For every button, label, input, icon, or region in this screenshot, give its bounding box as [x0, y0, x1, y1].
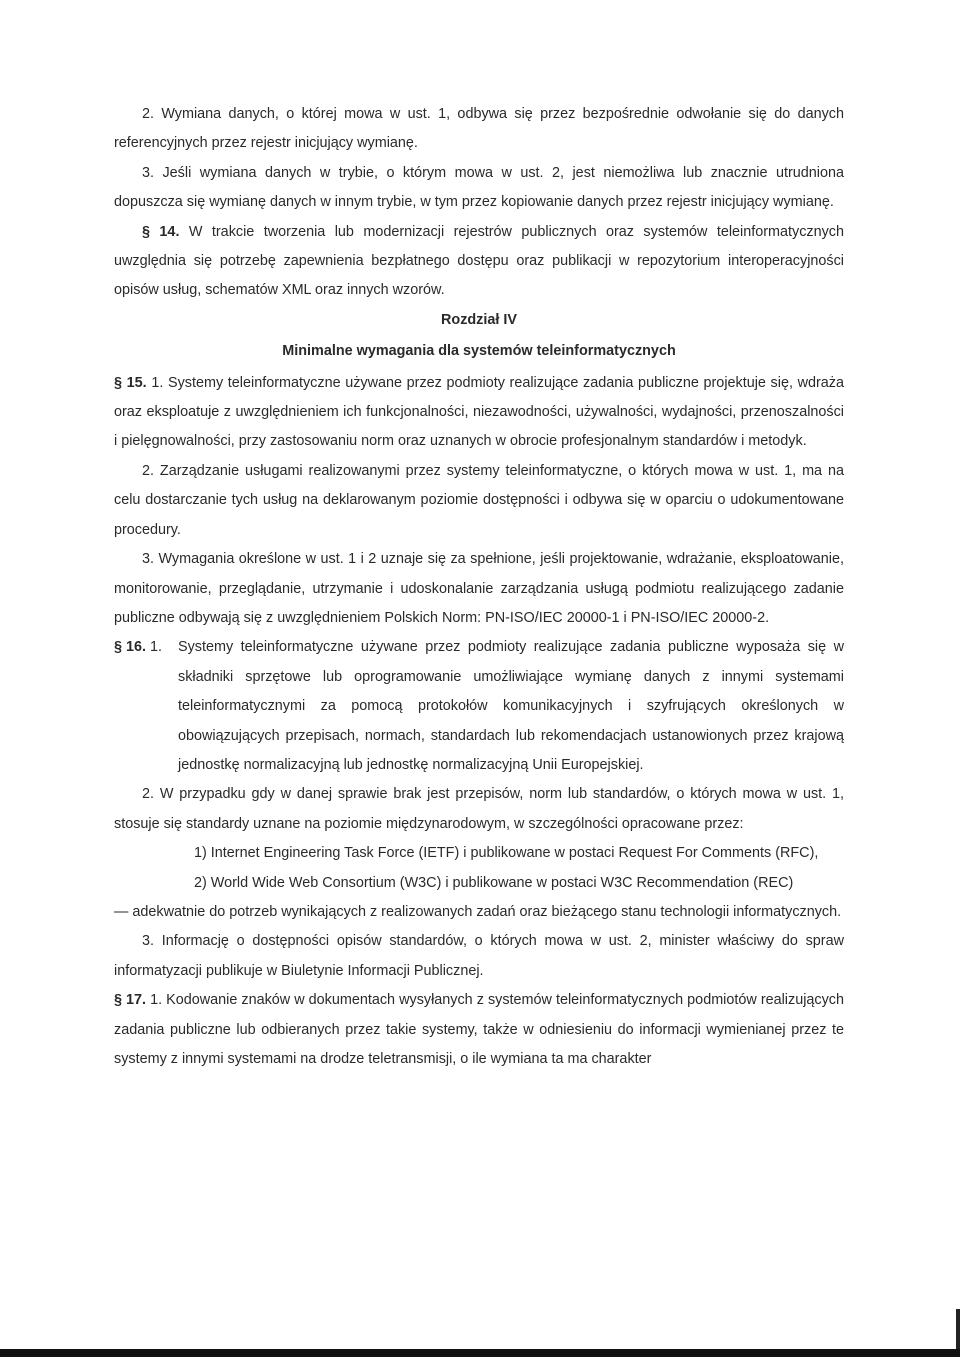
- section-14: [114, 218, 844, 306]
- section-15-text: 1. Systemy teleinformatyczne używane przez podmioty realizujące zadania publiczne projektuje się, wdraża oraz eksploatuje z uwzględnieniem ich funkcjonalności, niezawodności, używalności, wydajności, przenoszalności i pielęgnowalności, przy zastosowaniu norm oraz uznanych w obrocie profesjonalnym standardów i metodyk.: [114, 374, 844, 450]
- section-15-2: 2. Zarządzanie usługami realizowanymi przez systemy teleinformatyczne, o których mowa w ust. 1, ma na celu dostarczanie tych usług na deklarowanym poziomie dostępności i odbywa się w oparciu o udokumentowane procedury.: [114, 462, 844, 538]
- section-15-number: § 15.: [114, 374, 147, 391]
- section-17-text: 1. Kodowanie znaków w dokumentach wysyłanych z systemów teleinformatycznych podmiotów realizujących zadania publiczne lub odbieranych przez takie systemy, także w odniesieniu do informacji wymienianej przez te systemy z innymi systemami na drodze teletransmisji, o ile wymiana ta ma charakter: [114, 992, 844, 1067]
- section-17: [114, 986, 844, 1074]
- scan-border-right: [956, 1309, 960, 1349]
- section-16: [114, 633, 844, 780]
- section-14-number: § 14.: [142, 223, 180, 240]
- paragraph-13-3: 3. Jeśli wymiana danych w trybie, o którym mowa w ust. 2, jest niemożliwa lub znacznie utrudniona dopuszcza się wymianę danych w innym trybie, w tym przez kopiowanie danych przez rejestr inicjujący wymianę.: [114, 164, 844, 211]
- chapter-heading: Rozdział IV: [441, 311, 517, 328]
- chapter-title: Minimalne wymagania dla systemów teleinformatycznych: [282, 343, 676, 360]
- section-15-3: 3. Wymagania określone w ust. 1 i 2 uznaje się za spełnione, jeśli projektowanie, wdrażanie, eksploatowanie, monitorowanie, przeglądanie, utrzymanie i udoskonalanie zarządzania usługą podmiotu realizującego zadanie publiczne odbywają się z uwzględnieniem Polskich Norm: PN-ISO/IEC 20000-1 i PN-ISO/IEC 20000-2.: [114, 551, 844, 626]
- section-16-1-text: Systemy teleinformatyczne używane przez podmioty realizujące zadania publiczne wyposaża się w składniki sprzętowe lub oprogramowanie umożliwiające wymianę danych z innymi systemami teleinformatycznymi za pomocą protokołów komunikacyjnych i szyfrujących określonych w obowiązujących przepisach, normach, standardach lub rekomendacjach ustanowionych przez krajową jednostkę normalizacyjną lub jednostkę normalizacyjną Unii Europejskiej.: [178, 639, 844, 773]
- list-item-w3c: 2) World Wide Web Consortium (W3C) i publikowane w postaci W3C Recommendation (REC): [194, 874, 794, 891]
- list-item-ietf: 1) Internet Engineering Task Force (IETF) i publikowane w postaci Request For Comments (RFC),: [194, 845, 819, 862]
- paragraph-13-2: 2. Wymiana danych, o której mowa w ust. 1, odbywa się przez bezpośrednie odwołanie się do danych referencyjnych przez rejestr inicjujący wymianę.: [114, 106, 844, 152]
- document-body: [114, 100, 844, 1074]
- section-15: [114, 369, 844, 457]
- section-16-2: 2. W przypadku gdy w danej sprawie brak jest przepisów, norm lub standardów, o których mowa w ust. 1, stosuje się standardy uznane na poziomie międzynarodowym, w szczególności opracowane przez:: [114, 786, 844, 832]
- section-14-text: W trakcie tworzenia lub modernizacji rejestrów publicznych oraz systemów teleinformatycznych uwzględnia się potrzebę zapewnienia bezpłatnego dostępu oraz publikacji w repozytorium interoperacyjności opisów usług, schematów XML oraz innych wzorów.: [114, 223, 844, 299]
- dash-clause: — adekwatnie do potrzeb wynikających z realizowanych zadań oraz bieżącego stanu technologii informatycznych.: [114, 903, 842, 920]
- section-17-number: § 17.: [114, 992, 147, 1009]
- section-16-3: 3. Informację o dostępności opisów standardów, o których mowa w ust. 2, minister właściwy do spraw informatyzacji publikuje w Biuletynie Informacji Publicznej.: [114, 933, 844, 979]
- section-16-number: § 16.: [114, 639, 147, 656]
- section-16-1-lead: 1.: [150, 639, 163, 656]
- scan-border-bottom: [0, 1349, 960, 1357]
